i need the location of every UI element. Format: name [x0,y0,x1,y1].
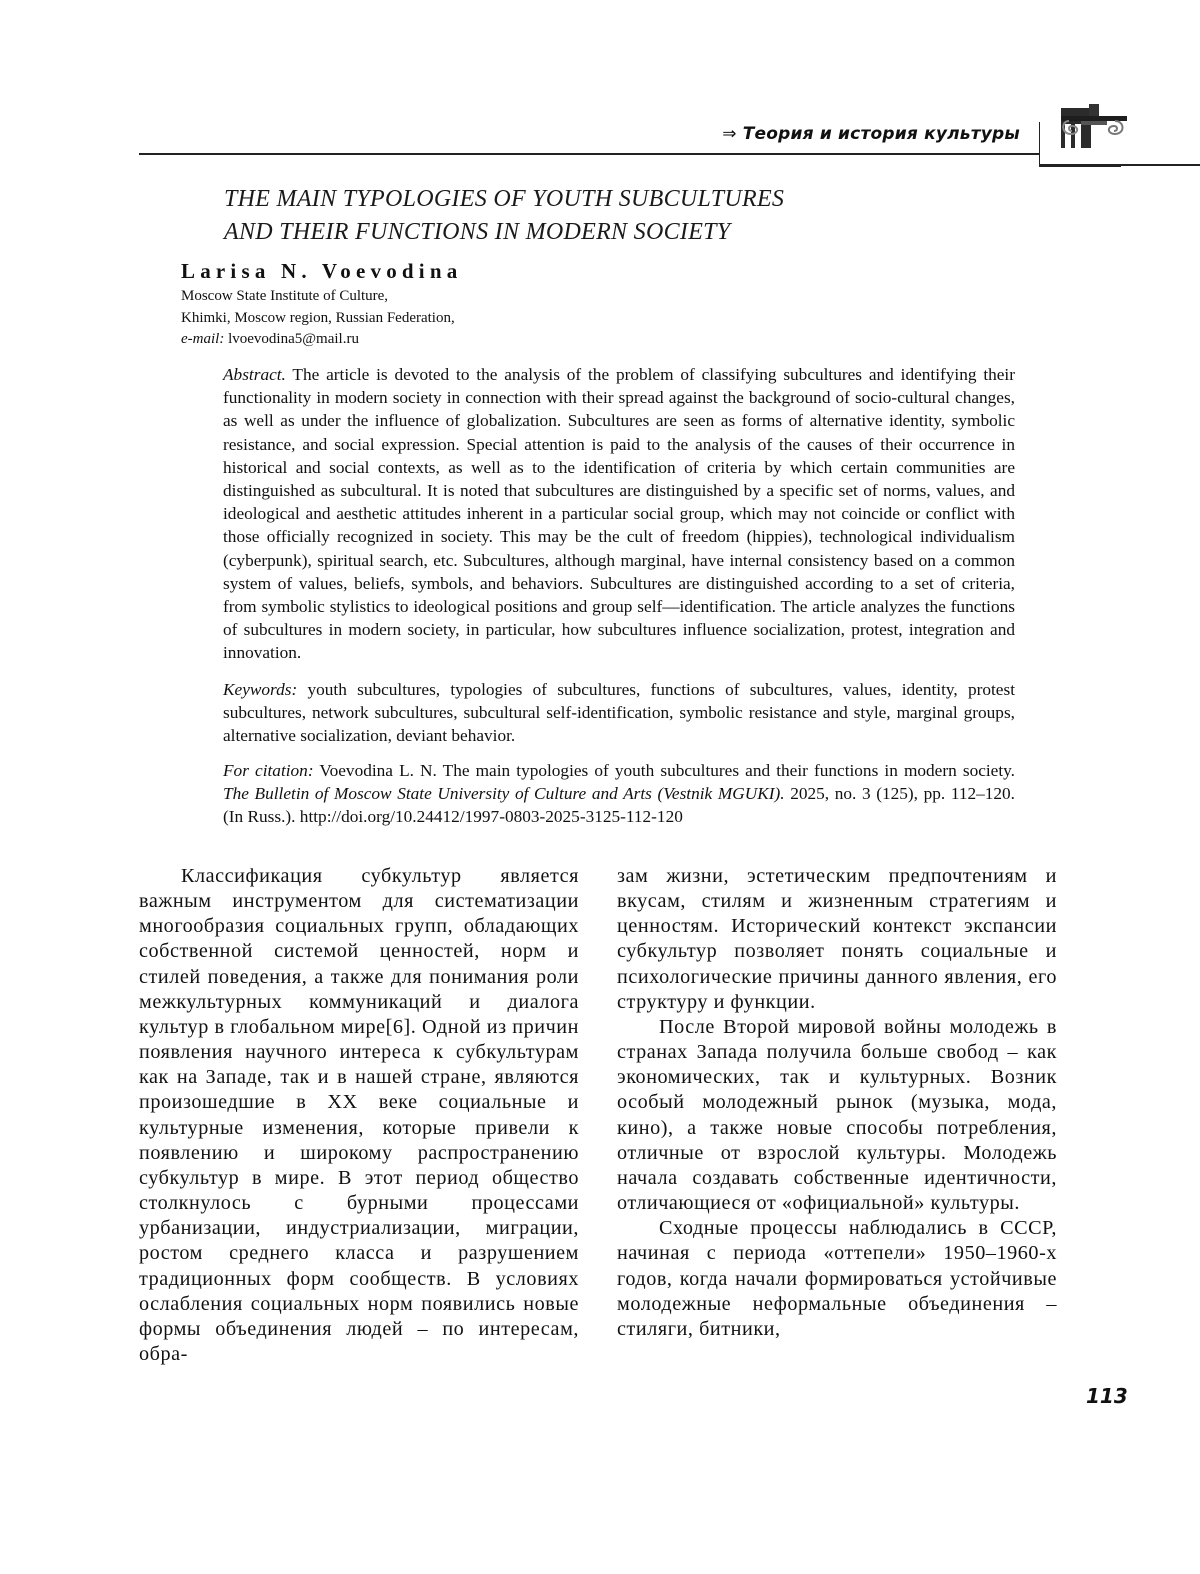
article-title-line-1: THE MAIN TYPOLOGIES OF YOUTH SUBCULTURES [224,186,785,212]
affiliation-line-2: Khimki, Moscow region, Russian Federation, [181,310,455,326]
citation-text-before: Voevodina L. N. The main typologies of youth subcultures and their functions in modern society. [313,761,1015,780]
abstract [223,363,1015,665]
running-header [722,124,1020,144]
body-column-left [139,864,579,1367]
body-paragraph: Классификация субкультур является важным инструментом для систематизации многообразия социальных групп, обладающих собственной системой ценностей, норм и стилей поведения, а также для понимания роли межкультурных коммуникаций и диалога культур в глобальном мире[6]. Одной из причин появления научного интереса к субкультурам как на Западе, так и в нашей стране, являются произошедшие в XX веке социальные и культурные изменения, которые привели к появлению и широкому распространению субкультур в мире. В этот период общество столкнулось с бурными процессами урбанизации, индустриализации, миграции, ростом среднего класса и разрушением традиционных форм сообществ. В условиях ослабления социальных норм появились новые формы объединения людей – по интересам, обра- [139,865,579,1365]
article-title-line-2: AND THEIR FUNCTIONS IN MODERN SOCIETY [224,219,731,245]
email-label: e-mail: [181,331,225,347]
body-paragraph: зам жизни, эстетическим предпочтениям и вкусам, стилям и жизненным стратегиям и ценностям. Исторический контекст экспансии субкультур позволяет понять социальные и психологические причины данного явления, его структуру и функции. [617,865,1057,1013]
double-arrow-icon: ⇒ [722,124,737,144]
body-paragraph: Сходные процессы наблюдались в СССР, начиная с периода «оттепели» 1950–1960-х годов, когда начали формироваться устойчивые молодежные неформальные объединения – стиляги, битники, [617,1217,1057,1340]
author-name: Larisa N. Voevodina [181,259,463,283]
ionic-column-capital-icon [1059,102,1129,152]
section-title: Теория и история культуры [742,124,1020,144]
header-rule [139,153,1039,155]
body-paragraph: После Второй мировой войны молодежь в странах Запада получила больше свобод – как экономических, так и культурных. Возник особый молодежный рынок (музыка, мода, кино), а также новые способы потребления, отличные от взрослой культуры. Молодежь начала создавать собственные идентичности, отличающиеся от «официальной» культуры. [617,1015,1057,1215]
logo-rule [1039,164,1200,166]
abstract-label: Abstract. [223,365,286,384]
author-email-line [181,331,359,348]
citation-label: For citation: [223,761,314,780]
keywords [223,678,1015,748]
keywords-text: youth subcultures, typologies of subcultures, functions of subcultures, values, identity, protest subcultures, network subcultures, subcultural self-identification, symbolic resistance and style, marginal groups, alternative socialization, deviant behavior. [223,680,1015,746]
keywords-label: Keywords: [223,680,298,699]
page-number: 113 [1086,1384,1128,1408]
citation [223,759,1015,829]
citation-journal: The Bulletin of Moscow State University of Culture and Arts (Vestnik MGUKI). [223,784,785,804]
abstract-text: The article is devoted to the analysis of the problem of classifying subcultures and identifying their functionality in modern society in connection with their spread against the background of socio-cultural changes, as well as under the influence of globalization. Subcultures are seen as forms of alternative identity, symbolic resistance, and social expression. Special attention is paid to the analysis of the causes of their occurrence in historical and social contexts, as well as to the identification of criteria by which certain communities are distinguished as subcultural. It is noted that subcultures are distinguished by a specific set of norms, values, and ideological and aesthetic attitudes inherent in a particular social group, which may not coincide or conflict with those officially recognized in society. This may be the cult of freedom (hippies), technological individualism (cyberpunk), spiritual search, etc. Subcultures, although marginal, have internal consistency based on a common system of values, beliefs, symbols, and behaviors. Subcultures are distinguished according to a set of criteria, from symbolic stylistics to ideological positions and group self—identification. The article analyzes the functions of subcultures in modern society, in particular, how subcultures influence socialization, protest, integration and innovation. [223,365,1015,663]
citation-text-after: 2025, no. 3 (125), pp. 112–120. (In Russ.). http://doi.org/10.24412/1997-0803-2025-3125-112-120 [223,784,1015,827]
body-column-right [617,864,1057,1342]
email-address[interactable]: lvoevodina5@mail.ru [224,331,359,347]
affiliation-line-1: Moscow State Institute of Culture, [181,288,389,304]
